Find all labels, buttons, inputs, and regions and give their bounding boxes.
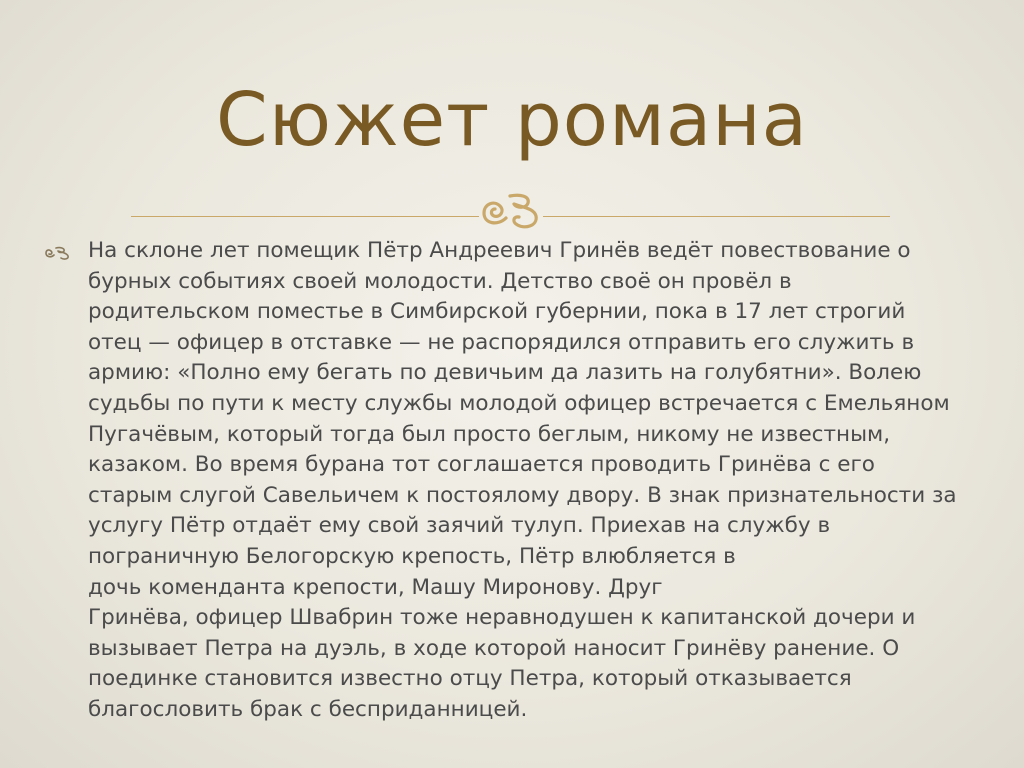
swirl-ornament-icon xyxy=(476,186,548,236)
divider-line-left xyxy=(131,216,479,217)
body-line: поединке становится известно отцу Петра, который отказывается xyxy=(88,666,852,692)
scroll-bullet-icon xyxy=(44,245,72,261)
slide-title: Сюжет романа xyxy=(216,77,808,163)
body-line: услугу Пётр отдаёт ему свой заячий тулуп. Приехав на службу в xyxy=(88,513,831,539)
body-line: судьбы по пути к месту службы молодой офицер встречается с Емельяном xyxy=(88,390,950,416)
body-line: казаком. Во время бурана тот соглашается проводить Гринёва с его xyxy=(88,452,875,478)
body-line: отец — офицер в отставке — не распорядился отправить его служить в xyxy=(88,329,915,355)
body-line: благословить брак с бесприданницей. xyxy=(88,696,528,722)
body-line: дочь коменданта крепости, Машу Миронову. Друг xyxy=(88,574,663,600)
body-line: пограничную Белогорскую крепость, Пётр влюбляется в xyxy=(88,543,736,569)
body-line: родительском поместье в Симбирской губернии, пока в 17 лет строгий xyxy=(88,299,906,325)
body-line: старым слугой Савельичем к постоялому двору. В знак признательности за xyxy=(88,482,957,508)
body-line: бурных событиях своей молодости. Детство своё он провёл в xyxy=(88,268,792,294)
body-paragraph xyxy=(88,236,994,726)
body-line: Пугачёвым, который тогда был просто беглым, никому не известным, xyxy=(88,421,891,447)
body-line: На склоне лет помещик Пётр Андреевич Гринёв ведёт повествование о xyxy=(88,238,911,263)
body-line: Гринёва, офицер Швабрин тоже неравнодушен к капитанской дочери и xyxy=(88,605,916,631)
divider-line-right xyxy=(543,216,890,217)
body-line: армию: «Полно ему бегать по девичьим да лазить на голубятни». Волею xyxy=(88,360,922,386)
body-line: вызывает Петра на дуэль, в ходе которой наносит Гринёву ранение. О xyxy=(88,635,900,661)
